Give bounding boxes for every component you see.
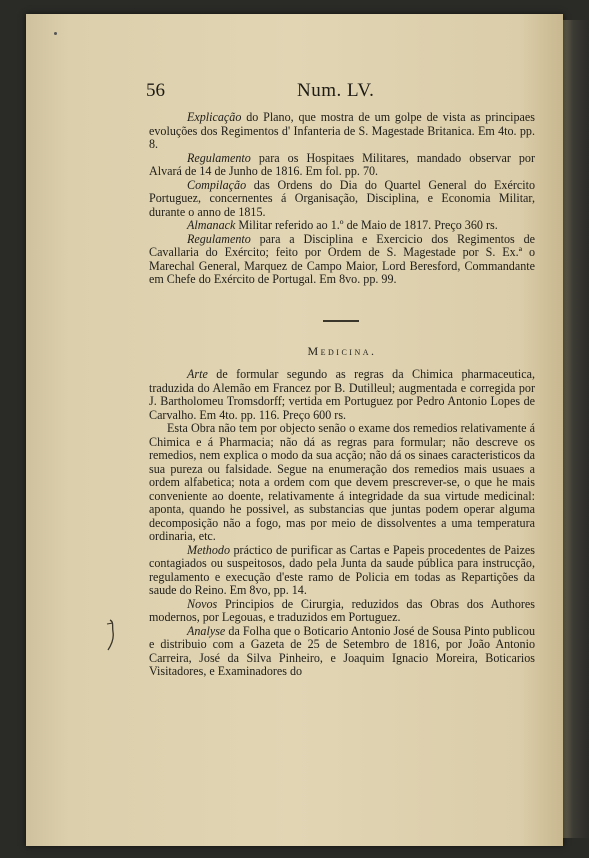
review-paragraph: Esta Obra não tem por objecto senão o exame dos remedios relativamente á Chimica e á Pharmacia; não dá as regras para formular; não descreve os remedios, nem explica o modo da sua acção; não dá os sinaes caracteristicos da sua pureza ou falsidade. Segue na enumeração dos remedios mais usuaes a ordem alfabetica; nota a ordem com que devem prescrever-se, o que he mais conveniente ao doente, relativamente á integridade da sua virtude medicinal: aponta, quando he possivel, as substancias que juntas podem operar alguma decomposição não a fogo, mas por meio de dissolventes a uma temperatura ordinaria, etc. (149, 421, 535, 543)
page-header (146, 80, 546, 104)
entry-methodo: Methodo práctico de purificar as Cartas e Papeis procedentes de Paizes contagiados ou suspeitosos, dado pela Junta da saude pública para instrucção, regulamento e execução d'este ramo de Policia em todas as Repartições da saude do Reino. Em 8vo, pp. 14. (149, 542, 535, 597)
entry-arte-de-formular: Arte de formular segundo as regras da Chimica pharmaceutica, traduzida do Alemão em Francez por B. Dutilleul; augmentada e corregida por J. Bartholomeu Tromsdorff; vertida em Portuguez por Pedro Antonio Lopes de Carvalho. Em 4to. pp. 116. Preço 600 rs. (149, 367, 535, 422)
entry-regulamento-hospitaes: Regulamento para os Hospitaes Militares, mandado observar por Alvará de 14 de Junho de 1816. Em fol. pp. 70. (149, 150, 535, 178)
section-divider (323, 320, 359, 322)
margin-pencil-mark (104, 618, 122, 652)
entry-compilacao: Compilação das Ordens do Dia do Quartel General do Exército Portuguez, concernentes á Organisação, Disciplina, e Economia Militar, durante o anno de 1815. (149, 177, 535, 219)
page-number: 56 (146, 80, 165, 101)
entry-novos-principios: Novos Principios de Cirurgia, reduzidos das Obras dos Authores modernos, por Legouas, e traduzidos em Portuguez. (149, 596, 535, 624)
section-title-medicina: Medicina. (307, 344, 377, 358)
ink-speck (54, 32, 57, 35)
medicina-publications-list (149, 368, 535, 679)
entry-explicacao: Explicação do Plano, que mostra de um golpe de vista as principaes evoluções dos Regimentos d' Infanteria de S. Magestade Britanica. Em 4to. pp. 8. (149, 110, 535, 151)
running-head: Num. LV. (297, 80, 375, 101)
entry-analyse: Analyse da Folha que o Boticario Antonio José de Sousa Pinto publicou e distribuio com a Gazeta de 25 de Setembro de 1816, por João Antonio Carreira, José da Silva Pinheiro, e Joaquim Ignacio Moreira, Boticarios Visitadores, e Examinadores do (149, 623, 535, 678)
entry-regulamento-cavallaria: Regulamento para a Disciplina e Exercicio dos Regimentos de Cavallaria do Exército; feito por Ordem de S. Magestade por S. Ex.ª o Marechal General, Marquez de Campo Maior, Lord Beresford, Commandante em Chefe do Exército de Portugal. Em 8vo. pp. 99. (149, 231, 535, 286)
facing-page-edge (563, 20, 589, 838)
entry-almanack: Almanack Militar referido ao 1.º de Maio de 1817. Preço 360 rs. (187, 218, 498, 232)
military-publications-list (149, 111, 535, 287)
